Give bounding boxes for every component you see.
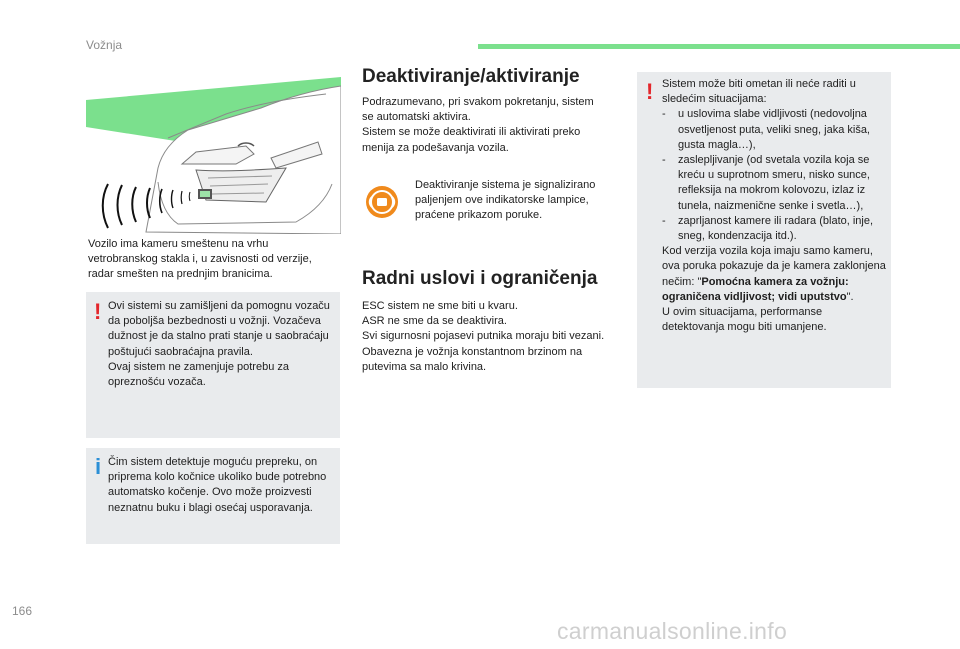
camera-message-paragraph: Kod verzija vozila koja imaju samo kameru, ova poruka pokazuje da je kamera zaklonjena nečim: "Pomoćna kamera za vožnju: ograničena vidljivost; vidi uputstvo". xyxy=(662,245,886,303)
warning-paragraph: Ovaj sistem ne zamenjuje potrebu za opreznošću vozača. xyxy=(108,360,289,389)
limitation-item: zaslepljivanje (od svetala vozila koja se kreću u suprotnom smeru, nisko sunce, refleksija na mokrom kolovozu, izlaz iz tunela, naizmenične senke i svetla…), xyxy=(678,154,870,212)
warning-paragraph: Ovi sistemi su zamišljeni da pomognu vozaču da poboljša bezbednosti u vožnji. Vozačeva dužnost je da stalno prati stanje u saobraćaju poštujući saobraćajna pravila. xyxy=(108,300,330,358)
warning-icon: ! xyxy=(94,299,102,324)
condition-line: ASR ne sme da se deaktivira. xyxy=(362,315,507,328)
heading-deactivation: Deaktiviranje/aktiviranje xyxy=(362,66,580,87)
paragraph: U ovim situacijama, performanse detektovanja mogu biti umanjene. xyxy=(662,306,827,334)
paragraph: Podrazumevano, pri svakom pokretanju, sistem se automatski aktivira. xyxy=(362,96,594,124)
info-paragraph: Čim sistem detektuje moguću prepreku, on priprema kolo kočnice ukoliko bude potrebno automatsko kočenje. Ovo može proizvesti neznatnu buku i blagi osećaj usporavanja. xyxy=(108,456,327,514)
info-box xyxy=(86,448,340,544)
page-number: 166 xyxy=(12,604,33,618)
section-title: Vožnja xyxy=(86,38,123,52)
warning-box xyxy=(86,292,340,438)
camera-message-text: Pomoćna kamera za vožnju: ograničena vidljivost; vidi uputstvo xyxy=(662,275,849,303)
heading-conditions: Radni uslovi i ograničenja xyxy=(362,268,598,289)
limitation-item: zaprljanost kamere ili radara (blato, inje, sneg, kondenzacija itd.). xyxy=(678,214,874,243)
limitation-item: u uslovima slabe vidljivosti (nedovoljna osvetljenost puta, veliki sneg, jaka kiša, gusta magla…), xyxy=(678,108,870,151)
info-icon: i xyxy=(95,454,102,479)
indicator-description: Deaktiviranje sistema je signalizirano paljenjem ove indikatorske lampice, praćene prikazom poruke. xyxy=(415,179,596,222)
limitations-warning-box: ! Sistem može biti ometan ili neće raditi u sledećim situacijama: - u uslovima slabe vidljivosti (nedovoljna osvetljenost puta, veliki sneg, jaka kiša, gusta magla…), - zaslepljivanje (od svetala vozila koja se kreću u suprotnom smeru, nisko sunce, refleksija na mokrom kolovozu, izlaz iz tunela, naizmenične senke i svetla…), - zaprljanost kamere ili radara (blato, inje, sneg, kondenzacija itd.). Kod verzija vozila koja imaju samo kameru, ova poruka pokazuje da je kamera zaklonjena nečim: "Pomoćna kamera za vožnju: ograničena vidljivost; vidi uputstvo". U ovim situacijama, performanse detektovanja mogu biti umanjene. xyxy=(637,72,891,388)
paragraph: Sistem se može deaktivirati ili aktivirati preko menija za podešavanja vozila. xyxy=(362,126,581,154)
car-camera-radar-illustration xyxy=(86,72,341,234)
watermark: carmanualsonline.info xyxy=(557,618,788,644)
warning-icon: ! xyxy=(646,79,654,104)
image-caption: Vozilo ima kameru smeštenu na vrhu vetrobranskog stakla i, u zavisnosti od verzije, radar smešten na prednjim branicima. xyxy=(88,238,312,281)
condition-line: ESC sistem ne sme biti u kvaru. xyxy=(362,300,518,312)
limitations-intro: Sistem može biti ometan ili neće raditi u sledećim situacijama: xyxy=(662,78,856,106)
condition-line: Obavezna je vožnja konstantnom brzinom na putevima sa malo krivina. xyxy=(362,345,583,373)
condition-line: Svi sigurnosni pojasevi putnika moraju biti vezani. xyxy=(362,330,605,343)
section-accent-bar xyxy=(478,44,960,49)
esc-warning-lamp-icon xyxy=(364,184,400,220)
